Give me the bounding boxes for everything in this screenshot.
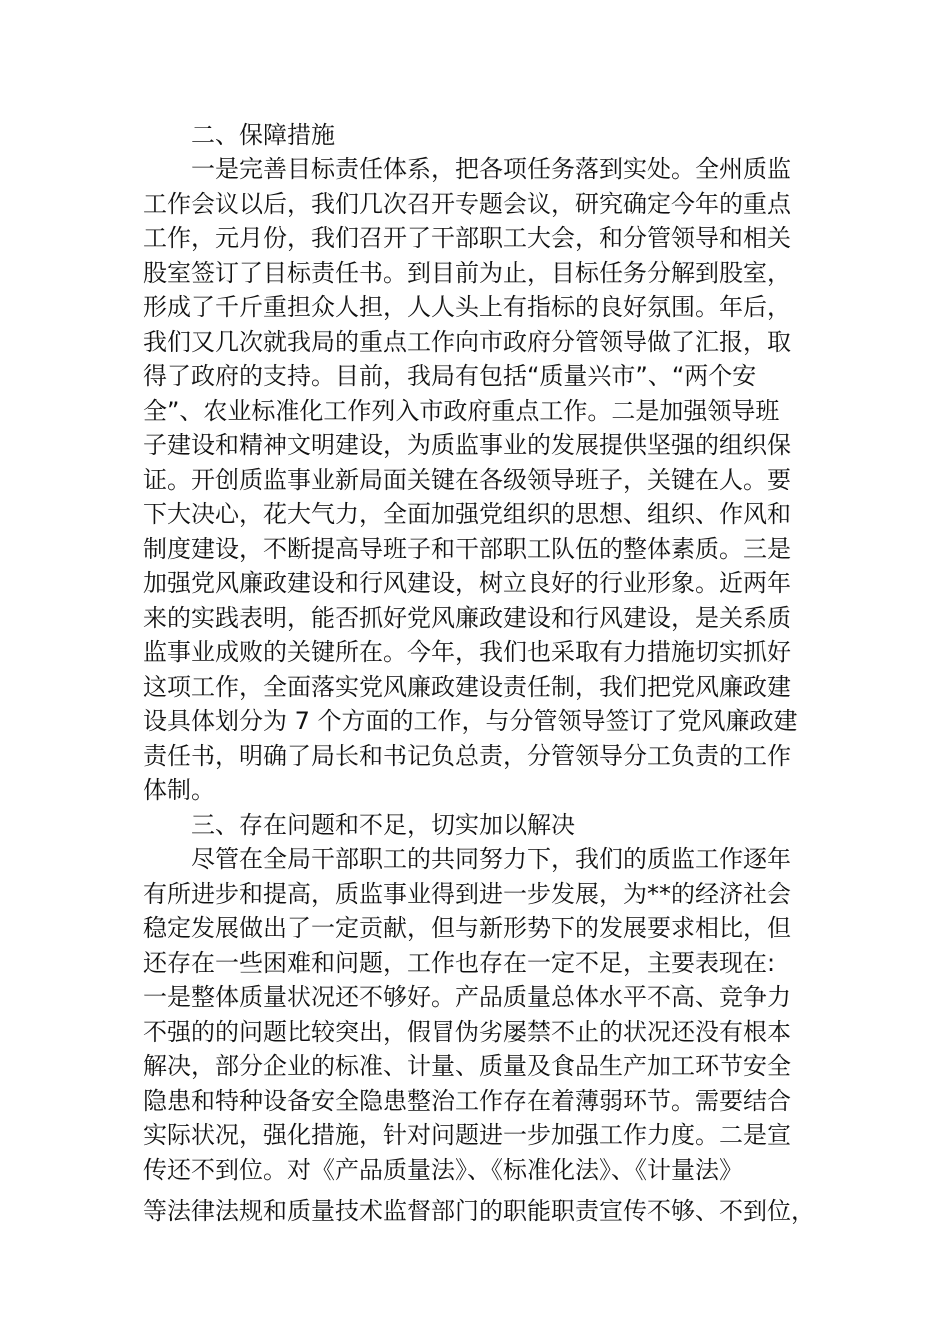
- paragraph-line: 加强党风廉政建设和行风建设，树立良好的行业形象。近两年: [143, 569, 791, 597]
- paragraph-line: 这项工作，全面落实党风廉政建设责任制，我们把党风廉政建: [143, 673, 791, 701]
- section-heading-problems: 三、存在问题和不足，切实加以解决: [191, 811, 575, 839]
- paragraph-line: 下大决心，花大气力，全面加强党组织的思想、组织、作风和: [143, 500, 791, 528]
- paragraph-line: 尽管在全局干部职工的共同努力下，我们的质监工作逐年: [191, 845, 791, 873]
- paragraph-line: 全”、农业标准化工作列入市政府重点工作。二是加强领导班: [143, 397, 780, 425]
- paragraph-line: 工作会议以后，我们几次召开专题会议，研究确定今年的重点: [143, 190, 791, 218]
- paragraph-line: 等法律法规和质量技术监督部门的职能职责宣传不够、不到位，: [143, 1197, 815, 1225]
- paragraph-line: 传还不到位。对《产品质量法》、《标准化法》、《计量法》: [143, 1156, 743, 1184]
- paragraph-line: 还存在一些困难和问题，工作也存在一定不足，主要表现在:: [143, 949, 776, 977]
- paragraph-line: 监事业成败的关键所在。今年，我们也采取有力措施切实抓好: [143, 638, 791, 666]
- paragraph-line: 实际状况，强化措施，针对问题进一步加强工作力度。二是宣: [143, 1121, 791, 1149]
- section-heading-safeguards: 二、保障措施: [191, 121, 335, 149]
- paragraph-line: 子建设和精神文明建设，为质监事业的发展提供坚强的组织保: [143, 431, 791, 459]
- paragraph-line: 不强的的问题比较突出，假冒伪劣屡禁不止的状况还没有根本: [143, 1018, 791, 1046]
- paragraph-line: 体制。: [143, 776, 215, 804]
- paragraph-line: 股室签订了目标责任书。到目前为止，目标任务分解到股室，: [143, 259, 791, 287]
- paragraph-line: 制度建设，不断提高导班子和干部职工队伍的整体素质。三是: [143, 535, 791, 563]
- paragraph-line: 来的实践表明，能否抓好党风廉政建设和行风建设，是关系质: [143, 604, 791, 632]
- paragraph-line: 责任书，明确了局长和书记负总责，分管领导分工负责的工作: [143, 742, 791, 770]
- paragraph-line: 形成了千斤重担众人担，人人头上有指标的良好氛围。年后，: [143, 293, 791, 321]
- paragraph-line: 一是完善目标责任体系，把各项任务落到实处。全州质监: [191, 155, 791, 183]
- paragraph-line: 解决，部分企业的标准、计量、质量及食品生产加工环节安全: [143, 1052, 791, 1080]
- paragraph-line: 证。开创质监事业新局面关键在各级领导班子，关键在人。要: [143, 466, 791, 494]
- paragraph-line: 得了政府的支持。目前，我局有包括“质量兴市”、“两个安: [143, 362, 757, 390]
- paragraph-line: 一是整体质量状况还不够好。产品质量总体水平不高、竞争力: [143, 983, 791, 1011]
- paragraph-line: 有所进步和提高，质监事业得到进一步发展，为**的经济社会: [143, 880, 791, 908]
- paragraph-line: 我们又几次就我局的重点工作向市政府分管领导做了汇报，取: [143, 328, 791, 356]
- paragraph-line: 工作，元月份，我们召开了干部职工大会，和分管领导和相关: [143, 224, 791, 252]
- paragraph-line: 稳定发展做出了一定贡献，但与新形势下的发展要求相比，但: [143, 914, 791, 942]
- paragraph-line: 隐患和特种设备安全隐患整治工作存在着薄弱环节。需要结合: [143, 1087, 791, 1115]
- paragraph-line: 设具体划分为 7 个方面的工作，与分管领导签订了党风廉政建: [143, 707, 798, 735]
